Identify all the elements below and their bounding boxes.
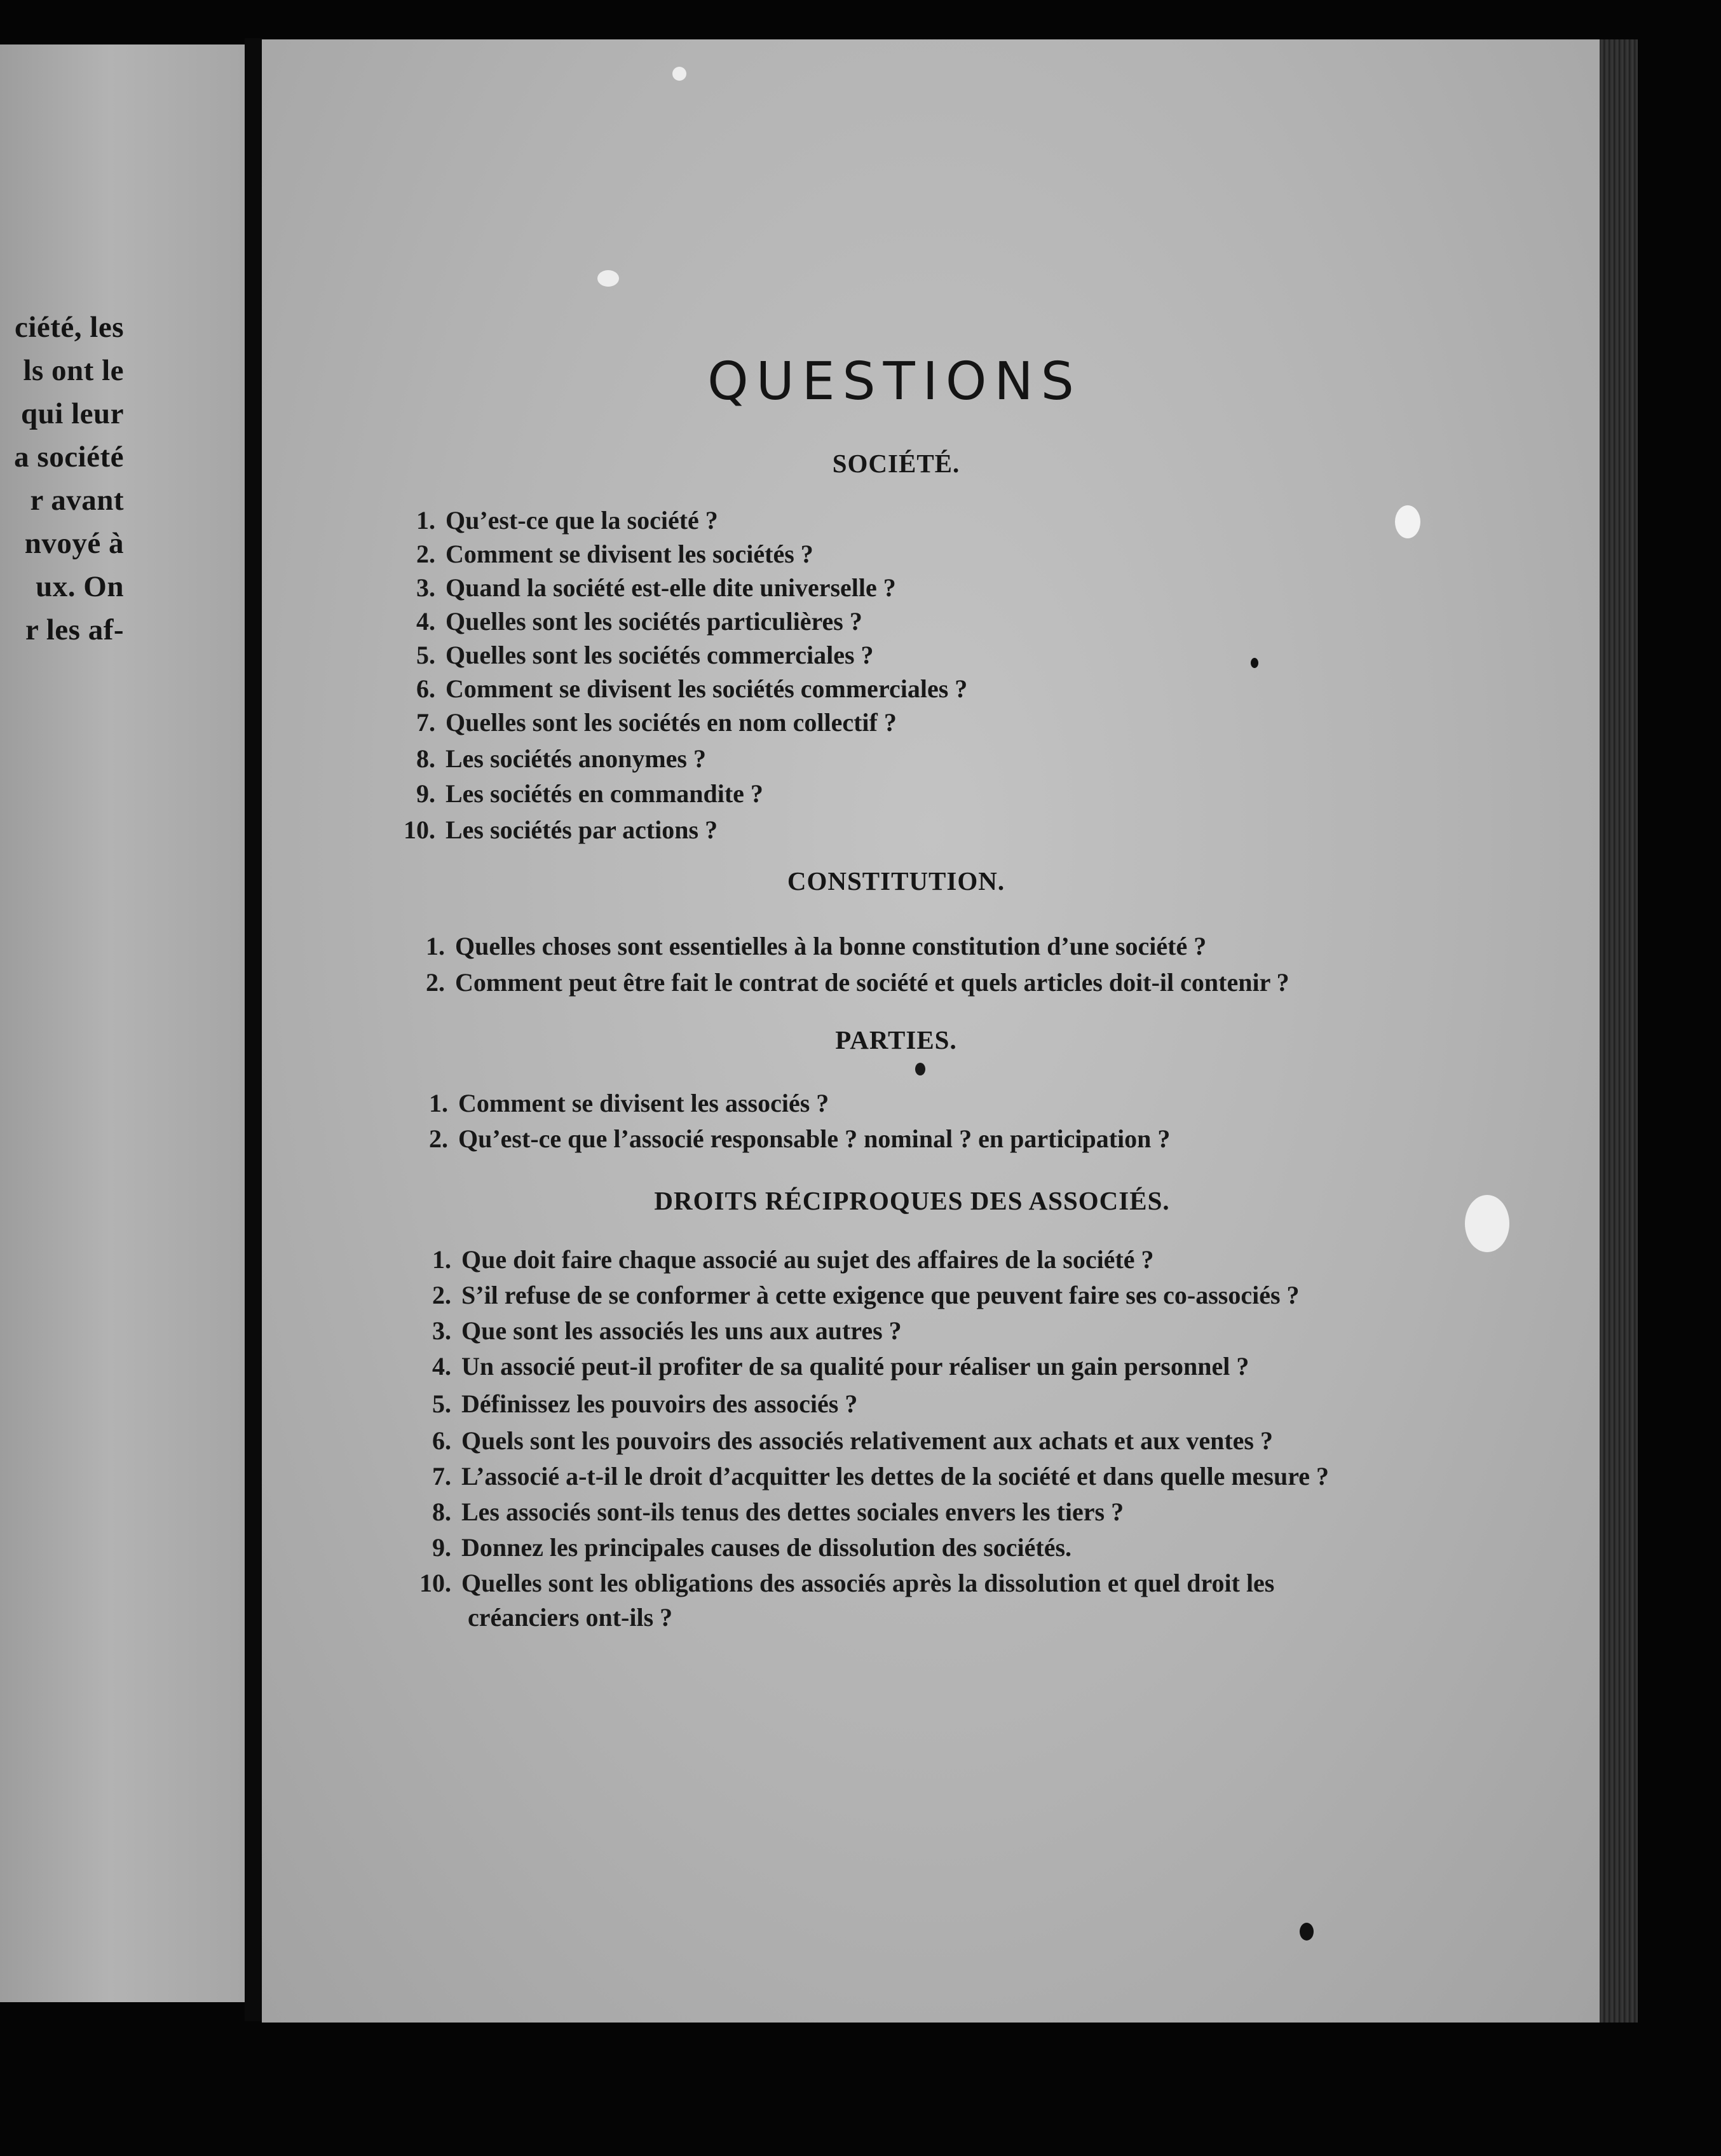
question-item: 2. Qu’est-ce que l’associé responsable ? nominal ? en participation ? — [429, 1124, 1171, 1153]
question-item: 4. Un associé peut-il profiter de sa qualité pour réaliser un gain personnel ? — [432, 1352, 1249, 1381]
question-item: 7. Quelles sont les sociétés en nom collectif ? — [416, 708, 897, 737]
question-item: 1. Qu’est-ce que la société ? — [416, 506, 718, 535]
scan-speck — [1465, 1195, 1509, 1252]
scan-speck — [1300, 1923, 1314, 1941]
question-item: 1. Quelles choses sont essentielles à la bonne constitution d’une société ? — [426, 932, 1207, 960]
question-item: 9. Les sociétés en commandite ? — [416, 779, 763, 808]
section-heading-droits: DROITS RÉCIPROQUES DES ASSOCIÉS. — [654, 1186, 1170, 1215]
question-item: 3. Quand la société est-elle dite universelle ? — [416, 573, 896, 602]
scan-speck — [1395, 505, 1420, 538]
question-item: 6. Comment se divisent les sociétés commerciales ? — [416, 674, 968, 703]
section-heading-societe: SOCIÉTÉ. — [832, 449, 960, 478]
left-page-line: r les af- — [25, 613, 124, 646]
question-item: 7. L’associé a-t-il le droit d’acquitter les dettes de la société et dans quelle mesure ? — [432, 1462, 1329, 1491]
book-gutter — [245, 38, 264, 2021]
question-item: 10. Quelles sont les obligations des associés après la dissolution et quel droit les — [419, 1569, 1275, 1597]
scan-speck — [672, 67, 686, 81]
question-item: 2. Comment peut être fait le contrat de société et quels articles doit-il contenir ? — [426, 968, 1289, 997]
left-facing-page — [0, 44, 245, 2002]
question-item: 1. Comment se divisent les associés ? — [429, 1089, 829, 1117]
question-item: 6. Quels sont les pouvoirs des associés relativement aux achats et aux ventes ? — [432, 1426, 1273, 1455]
section-heading-parties: PARTIES. — [835, 1025, 957, 1054]
question-item: 3. Que sont les associés les uns aux autres ? — [432, 1316, 902, 1345]
left-page-line: ux. On — [36, 570, 124, 603]
scan-speck — [597, 270, 619, 287]
scan-speck — [915, 1063, 925, 1075]
question-item: 2. Comment se divisent les sociétés ? — [416, 540, 813, 568]
question-item: 9. Donnez les principales causes de dissolution des sociétés. — [432, 1533, 1072, 1562]
question-item: 1. Que doit faire chaque associé au sujet des affaires de la société ? — [432, 1245, 1154, 1274]
question-item: 2. S’il refuse de se conformer à cette exigence que peuvent faire ses co-associés ? — [432, 1281, 1300, 1309]
question-item: 5. Quelles sont les sociétés commerciales ? — [416, 641, 874, 669]
left-page-line: a société — [14, 440, 124, 474]
left-page-line: nvoyé à — [24, 527, 124, 560]
question-item: 8. Les sociétés anonymes ? — [416, 744, 706, 773]
question-item: 8. Les associés sont-ils tenus des dettes sociales envers les tiers ? — [432, 1498, 1124, 1526]
page-title: QUESTIONS — [707, 351, 1082, 412]
question-item: 10. Les sociétés par actions ? — [404, 815, 718, 844]
question-item: 4. Quelles sont les sociétés particulières ? — [416, 607, 862, 636]
section-heading-constitution: CONSTITUTION. — [787, 866, 1005, 896]
page-edges — [1600, 39, 1638, 2023]
scan-speck — [1251, 658, 1258, 668]
question-continuation: créanciers ont-ils ? — [468, 1603, 673, 1632]
left-page-line: ls ont le — [23, 354, 124, 387]
left-page-line: qui leur — [20, 397, 124, 430]
left-page-line: ciété, les — [14, 311, 124, 344]
question-item: 5. Définissez les pouvoirs des associés ? — [432, 1389, 858, 1418]
left-page-line: r avant — [30, 484, 124, 517]
